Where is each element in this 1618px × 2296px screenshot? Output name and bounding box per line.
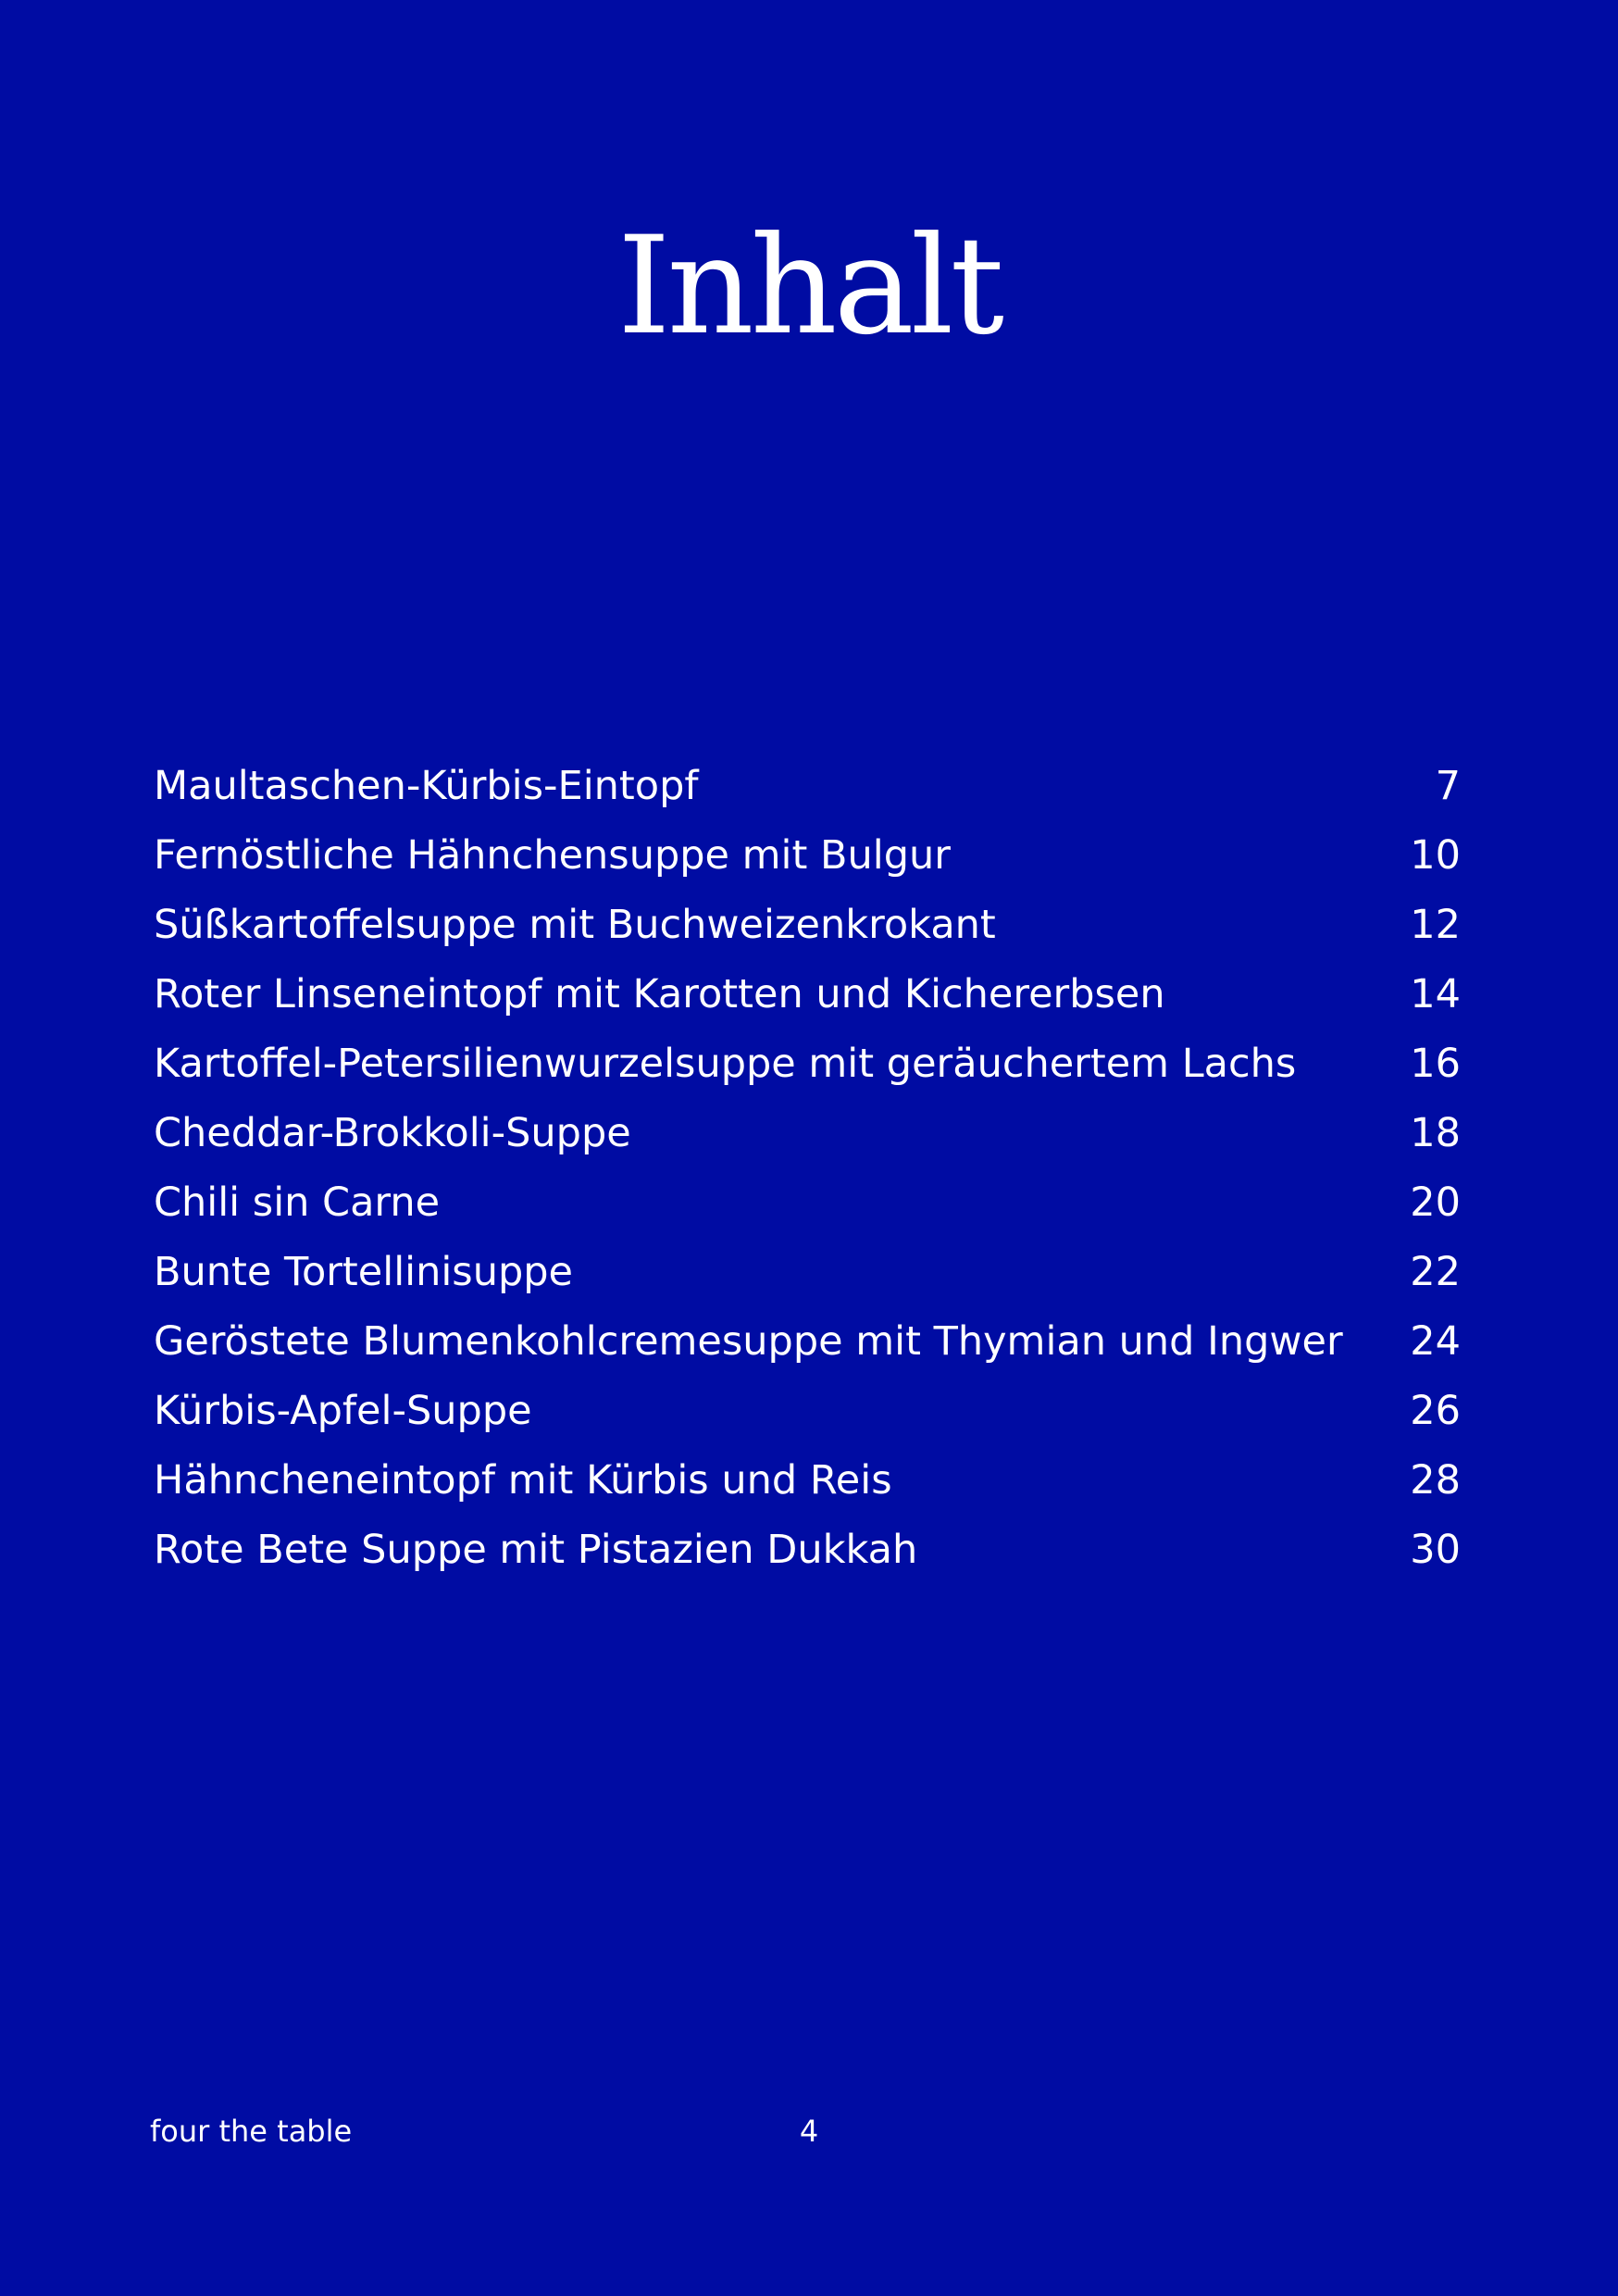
toc-entry-title: Kartoffel-Petersilienwurzelsuppe mit geräuchertem Lachs bbox=[154, 1041, 1297, 1087]
toc-entry bbox=[154, 1377, 1461, 1446]
toc-entry-title: Fernöstliche Hähnchensuppe mit Bulgur bbox=[154, 832, 951, 879]
toc-entry bbox=[154, 1516, 1461, 1585]
toc-entry bbox=[154, 1238, 1461, 1307]
toc-entry-title: Süßkartoffelsuppe mit Buchweizenkrokant bbox=[154, 902, 996, 948]
toc-entry bbox=[154, 960, 1461, 1029]
footer-page-number: 4 bbox=[799, 2114, 819, 2149]
toc-entry-title: Kürbis-Apfel-Suppe bbox=[154, 1388, 532, 1434]
toc-entry-title: Geröstete Blumenkohlcremesuppe mit Thymian und Ingwer bbox=[154, 1318, 1343, 1365]
toc-entry-title: Chili sin Carne bbox=[154, 1179, 441, 1226]
footer-brand: four the table bbox=[150, 2114, 353, 2149]
toc-entry-page: 30 bbox=[1410, 1527, 1461, 1573]
toc-entry bbox=[154, 1446, 1461, 1516]
toc-entry-page: 22 bbox=[1410, 1249, 1461, 1295]
toc-entry-page: 7 bbox=[1435, 763, 1461, 809]
table-of-contents bbox=[154, 752, 1461, 1585]
toc-entry-title: Hähncheneintopf mit Kürbis und Reis bbox=[154, 1457, 892, 1504]
toc-entry bbox=[154, 1168, 1461, 1238]
toc-entry-title: Cheddar-Brokkoli-Suppe bbox=[154, 1110, 631, 1156]
toc-entry-page: 20 bbox=[1410, 1179, 1461, 1226]
toc-entry-title: Maultaschen-Kürbis-Eintopf bbox=[154, 763, 699, 809]
toc-entry-page: 18 bbox=[1410, 1110, 1461, 1156]
toc-entry-page: 14 bbox=[1410, 971, 1461, 1017]
page-title: Inhalt bbox=[616, 207, 1002, 365]
toc-entry-page: 26 bbox=[1410, 1388, 1461, 1434]
toc-entry-title: Roter Linseneintopf mit Karotten und Kichererbsen bbox=[154, 971, 1165, 1017]
toc-entry bbox=[154, 891, 1461, 960]
toc-entry bbox=[154, 1307, 1461, 1377]
toc-entry bbox=[154, 1029, 1461, 1099]
toc-entry-title: Bunte Tortellinisuppe bbox=[154, 1249, 573, 1295]
toc-entry-page: 28 bbox=[1410, 1457, 1461, 1504]
toc-entry-title: Rote Bete Suppe mit Pistazien Dukkah bbox=[154, 1527, 918, 1573]
toc-entry-page: 12 bbox=[1410, 902, 1461, 948]
toc-entry bbox=[154, 1099, 1461, 1168]
toc-entry-page: 16 bbox=[1410, 1041, 1461, 1087]
toc-entry bbox=[154, 821, 1461, 891]
toc-entry-page: 24 bbox=[1410, 1318, 1461, 1365]
toc-entry bbox=[154, 752, 1461, 821]
toc-entry-page: 10 bbox=[1410, 832, 1461, 879]
